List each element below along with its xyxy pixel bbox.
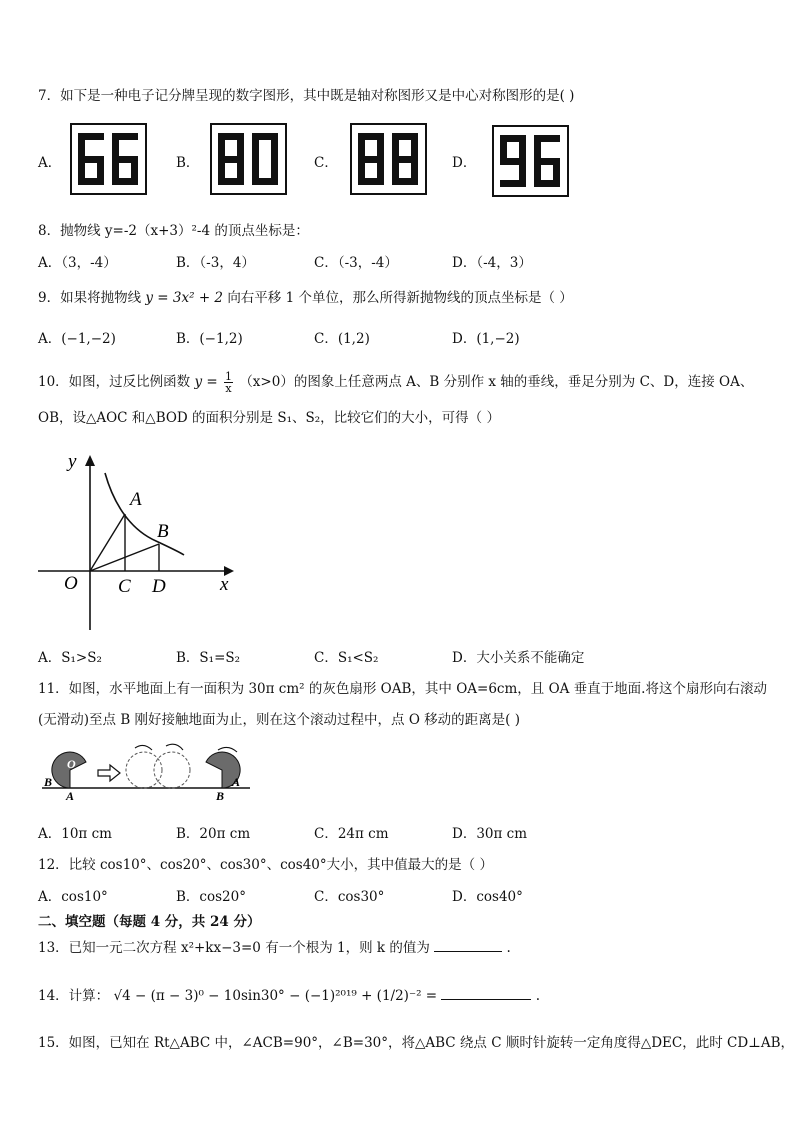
q10-line1 bbox=[38, 370, 753, 394]
q8-option-d: D．（-4，3） bbox=[452, 255, 532, 271]
q10-label-o: O bbox=[64, 573, 78, 594]
q7-option-b-figure bbox=[210, 123, 287, 195]
q12-option-c: C．cos30° bbox=[314, 889, 385, 905]
q13-stem-pre: 13．已知一元二次方程 x²+kx−3=0 有一个根为 1，则 k 的值为 bbox=[38, 940, 430, 956]
q11-label-o1: O bbox=[67, 757, 76, 771]
q10-label-d: D bbox=[152, 576, 166, 597]
q11-roll-trace-2 bbox=[154, 752, 190, 788]
q7-stem: 7．如下是一种电子记分牌呈现的数字图形，其中既是轴对称图形又是中心对称图形的是( ) bbox=[38, 88, 575, 104]
digits-96-icon bbox=[494, 127, 567, 195]
q11-label-a1: A bbox=[66, 789, 75, 802]
q13-answer-blank[interactable] bbox=[434, 939, 502, 952]
q11-label-b2: B bbox=[216, 789, 225, 802]
q10-y-arrow-icon bbox=[85, 455, 95, 466]
q7-option-c-figure bbox=[350, 123, 427, 195]
q10-option-a: A．S₁>S₂ bbox=[38, 650, 102, 666]
q7-option-b-label: B． bbox=[176, 155, 200, 171]
q11-option-b: B．20π cm bbox=[176, 826, 251, 842]
q11-label-a2: A bbox=[232, 775, 241, 789]
digits-88-icon bbox=[352, 125, 425, 193]
q8-option-a: A．（3，-4） bbox=[38, 255, 117, 271]
q14-label: 14．计算： bbox=[38, 988, 110, 1004]
q10-label-b: B bbox=[157, 521, 169, 542]
q8-option-c: C．（-3，-4） bbox=[314, 255, 398, 271]
q7-option-d-label: D． bbox=[452, 155, 477, 171]
q11-rotate-arrow-icon-3 bbox=[218, 747, 237, 752]
q10-figure bbox=[36, 445, 256, 640]
q11-option-c: C．24π cm bbox=[314, 826, 389, 842]
q15-stem: 15．如图，已知在 Rt△ABC 中，∠ACB=90°，∠B=30°，将△ABC 绕点 C 顺时针旋转一定角度得△DEC，此时 CD⊥AB， bbox=[38, 1035, 794, 1051]
q9-option-d: D．(1,−2) bbox=[452, 331, 520, 347]
q10-fraction bbox=[224, 371, 233, 394]
q14-end: . bbox=[535, 988, 540, 1004]
q8-option-b: B．（-3，4） bbox=[176, 255, 255, 271]
q11-arrow-icon bbox=[98, 765, 120, 781]
digits-66-icon bbox=[72, 125, 145, 193]
q11-roll-trace-1 bbox=[126, 752, 162, 788]
q11-line1: 11．如图，水平地面上有一面积为 30π cm² 的灰色扇形 OAB，其中 OA=6cm，且 OA 垂直于地面.将这个扇形向右滚动 bbox=[38, 681, 767, 697]
q12-option-b: B．cos20° bbox=[176, 889, 246, 905]
q8-stem: 8．抛物线 y=-2（x+3）²-4 的顶点坐标是： bbox=[38, 223, 309, 239]
q14-answer-blank[interactable] bbox=[441, 987, 531, 1000]
q10-option-b: B．S₁=S₂ bbox=[176, 650, 241, 666]
digits-80-icon bbox=[212, 125, 285, 193]
q10-line1-post: （x>0）的图象上任意两点 A、B 分别作 x 轴的垂线，垂足分别为 C、D，连接 OA、 bbox=[239, 374, 754, 390]
q7-option-a-figure bbox=[70, 123, 147, 195]
q10-line2: OB，设△AOC 和△BOD 的面积分别是 S₁、S₂，比较它们的大小，可得（ ） bbox=[38, 410, 500, 426]
q7-option-d-figure bbox=[492, 125, 569, 197]
q10-option-c: C．S₁<S₂ bbox=[314, 650, 379, 666]
q10-label-x: x bbox=[220, 574, 229, 595]
q13-stem bbox=[38, 936, 511, 956]
q10-line1-pre: 10．如图，过反比例函数 bbox=[38, 374, 191, 390]
q10-label-y: y bbox=[68, 451, 77, 472]
q11-rotate-arrow-icon-1 bbox=[135, 745, 152, 750]
q9-stem-post: 向右平移 1 个单位，那么所得新抛物线的顶点坐标是（ ） bbox=[227, 290, 573, 306]
q14-stem bbox=[38, 984, 540, 1004]
section2-title: 二、填空题（每题 4 分，共 24 分） bbox=[38, 914, 261, 930]
q11-figure bbox=[40, 742, 255, 802]
q10-option-d: D．大小关系不能确定 bbox=[452, 650, 585, 666]
q12-option-a: A．cos10° bbox=[38, 889, 108, 905]
q10-function-y: y = bbox=[194, 374, 218, 390]
q9-option-b: B．(−1,2) bbox=[176, 331, 243, 347]
q11-option-a: A．10π cm bbox=[38, 826, 112, 842]
q10-fraction-den: x bbox=[225, 382, 232, 395]
q11-rotate-arrow-icon-2 bbox=[166, 744, 183, 750]
q9-stem bbox=[38, 286, 573, 306]
q14-expression: √4 − (π − 3)⁰ − 10sin30° − (−1)²⁰¹⁹ + (1/2)⁻² = bbox=[113, 988, 438, 1004]
q9-option-a: A．(−1,−2) bbox=[38, 331, 116, 347]
q11-label-b1: B bbox=[44, 775, 53, 789]
q9-stem-pre: 9．如果将抛物线 bbox=[38, 290, 142, 306]
q12-stem: 12．比较 cos10°、cos20°、cos30°、cos40°大小，其中值最大的是（ ） bbox=[38, 857, 493, 873]
q9-option-c: C．(1,2) bbox=[314, 331, 370, 347]
q13-stem-post: . bbox=[506, 940, 511, 956]
q10-fraction-num: 1 bbox=[225, 370, 233, 383]
q10-hyperbola bbox=[105, 473, 184, 555]
q10-segment-oa bbox=[90, 514, 125, 571]
q11-line2: (无滑动)至点 B 刚好接触地面为止，则在这个滚动过程中，点 O 移动的距离是( ) bbox=[38, 712, 521, 728]
q10-label-a: A bbox=[130, 489, 142, 510]
q7-option-a-label: A． bbox=[38, 155, 62, 171]
q11-option-d: D．30π cm bbox=[452, 826, 528, 842]
q7-option-c-label: C． bbox=[314, 155, 338, 171]
q9-formula: y = 3x² + 2 bbox=[145, 290, 224, 306]
q10-label-c: C bbox=[118, 576, 131, 597]
q12-option-d: D．cos40° bbox=[452, 889, 523, 905]
